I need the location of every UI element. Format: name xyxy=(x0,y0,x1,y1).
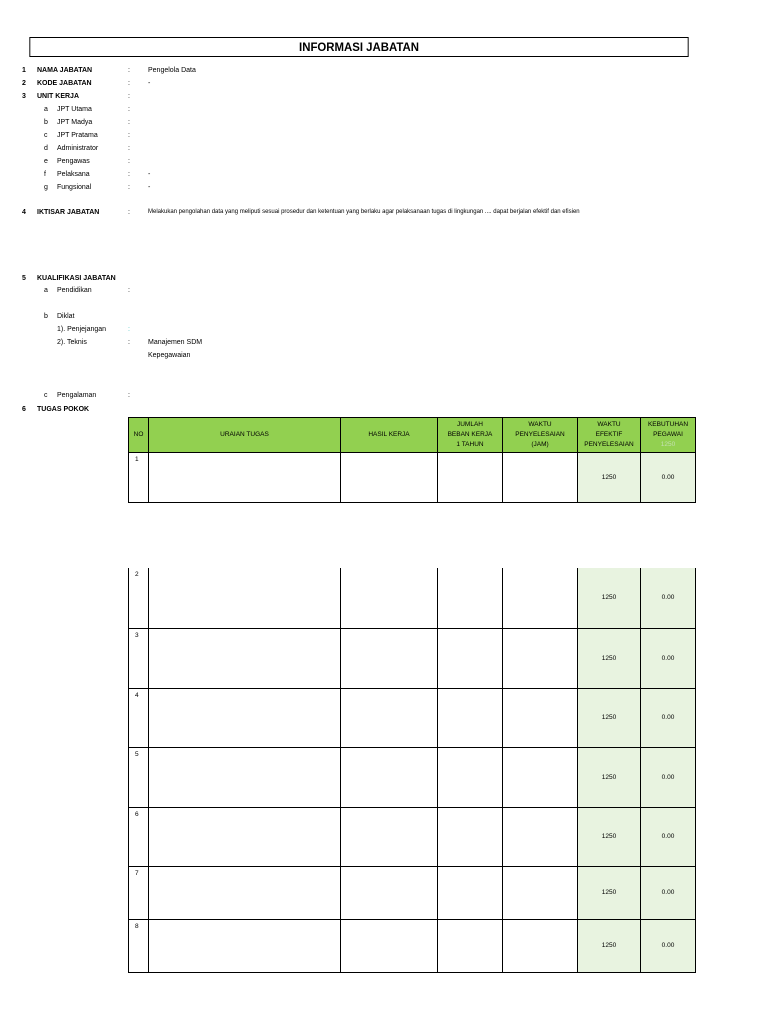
item-colon: : xyxy=(128,119,130,126)
item-letter: c xyxy=(44,132,48,139)
item-letter: c xyxy=(44,392,48,399)
col-header-uraian: URAIAN TUGAS xyxy=(149,418,341,453)
item-letter: g xyxy=(44,184,48,191)
item-value: - xyxy=(148,171,151,178)
item-label: Pengawas xyxy=(57,158,90,165)
item-colon: : xyxy=(128,132,130,139)
item-letter: b xyxy=(44,119,48,126)
field-colon: : xyxy=(128,67,130,74)
item-value: Manajemen SDM xyxy=(148,339,203,346)
field-number: 3 xyxy=(22,93,26,100)
item-label: Pendidikan xyxy=(57,287,92,294)
item-colon: : xyxy=(128,326,130,333)
field-label: IKTISAR JABATAN xyxy=(37,209,100,216)
field-colon: : xyxy=(128,80,130,87)
item-letter: a xyxy=(44,106,48,113)
item-letter: e xyxy=(44,158,48,165)
field-value: Melakukan pengolahan data yang meliputi sesuai prosedur dan ketentuan yang berlaku agar pelaksanaan tugas di lingkungan .... dapat berjalan efektif dan efisien xyxy=(148,209,580,215)
table-row: 1 1250 0.00 xyxy=(129,453,696,503)
item-label: 2). Teknis xyxy=(57,339,87,346)
item-colon: : xyxy=(128,392,130,399)
tugas-pokok-table-header xyxy=(128,417,696,503)
table-row: 4 1250 0.00 xyxy=(129,688,696,747)
field-number: 2 xyxy=(22,80,26,87)
item-letter: f xyxy=(44,171,46,178)
field-label: TUGAS POKOK xyxy=(37,406,90,413)
item-label: Diklat xyxy=(57,313,75,320)
col-header-hasil: HASIL KERJA xyxy=(341,418,438,453)
item-colon: : xyxy=(128,106,130,113)
page-title: INFORMASI JABATAN xyxy=(29,37,688,57)
item-letter: b xyxy=(44,313,48,320)
field-colon: : xyxy=(128,209,130,216)
item-value: - xyxy=(148,184,151,191)
item-label: 1). Penjejangan xyxy=(57,326,107,333)
col-header-kebutuhan: KEBUTUHAN PEGAWAI 1250 xyxy=(641,418,696,453)
field-number: 1 xyxy=(22,67,26,74)
item-label: JPT Pratama xyxy=(57,132,98,139)
item-letter: a xyxy=(44,287,48,294)
field-colon: : xyxy=(128,93,130,100)
item-colon: : xyxy=(128,158,130,165)
field-label: KUALIFIKASI JABATAN xyxy=(37,275,116,282)
item-label: Pengalaman xyxy=(57,392,97,399)
table-row: 6 1250 0.00 xyxy=(129,807,696,866)
field-label: NAMA JABATAN xyxy=(37,67,93,74)
col-header-no: NO xyxy=(129,418,149,453)
item-colon: : xyxy=(128,339,130,346)
item-colon: : xyxy=(128,184,130,191)
item-value: Kepegawaian xyxy=(148,352,191,359)
field-label: UNIT KERJA xyxy=(37,93,80,100)
field-label: KODE JABATAN xyxy=(37,80,92,87)
item-colon: : xyxy=(128,145,130,152)
tugas-pokok-table-body xyxy=(128,568,696,973)
item-letter: d xyxy=(44,145,48,152)
table-row: 7 1250 0.00 xyxy=(129,866,696,919)
table-row: 3 1250 0.00 xyxy=(129,628,696,688)
table-row: 8 1250 0.00 xyxy=(129,919,696,972)
table-row: 5 1250 0.00 xyxy=(129,747,696,807)
field-value: Pengelola Data xyxy=(148,67,196,74)
item-colon: : xyxy=(128,171,130,178)
field-number: 5 xyxy=(22,275,26,282)
field-number: 6 xyxy=(22,406,26,413)
col-header-jumlah: JUMLAH BEBAN KERJA 1 TAHUN xyxy=(438,418,503,453)
col-header-waktu: WAKTU PENYELESAIAN (JAM) xyxy=(503,418,578,453)
item-label: Fungsional xyxy=(57,184,92,191)
table-row: 2 1250 0.00 xyxy=(129,568,696,628)
item-label: Pelaksana xyxy=(57,171,90,178)
field-number: 4 xyxy=(22,209,26,216)
field-value: - xyxy=(148,80,151,87)
col-header-efektif: WAKTU EFEKTIF PENYELESAIAN xyxy=(578,418,641,453)
item-label: Administrator xyxy=(57,145,99,152)
item-colon: : xyxy=(128,287,130,294)
item-label: JPT Utama xyxy=(57,106,92,113)
item-label: JPT Madya xyxy=(57,119,93,126)
